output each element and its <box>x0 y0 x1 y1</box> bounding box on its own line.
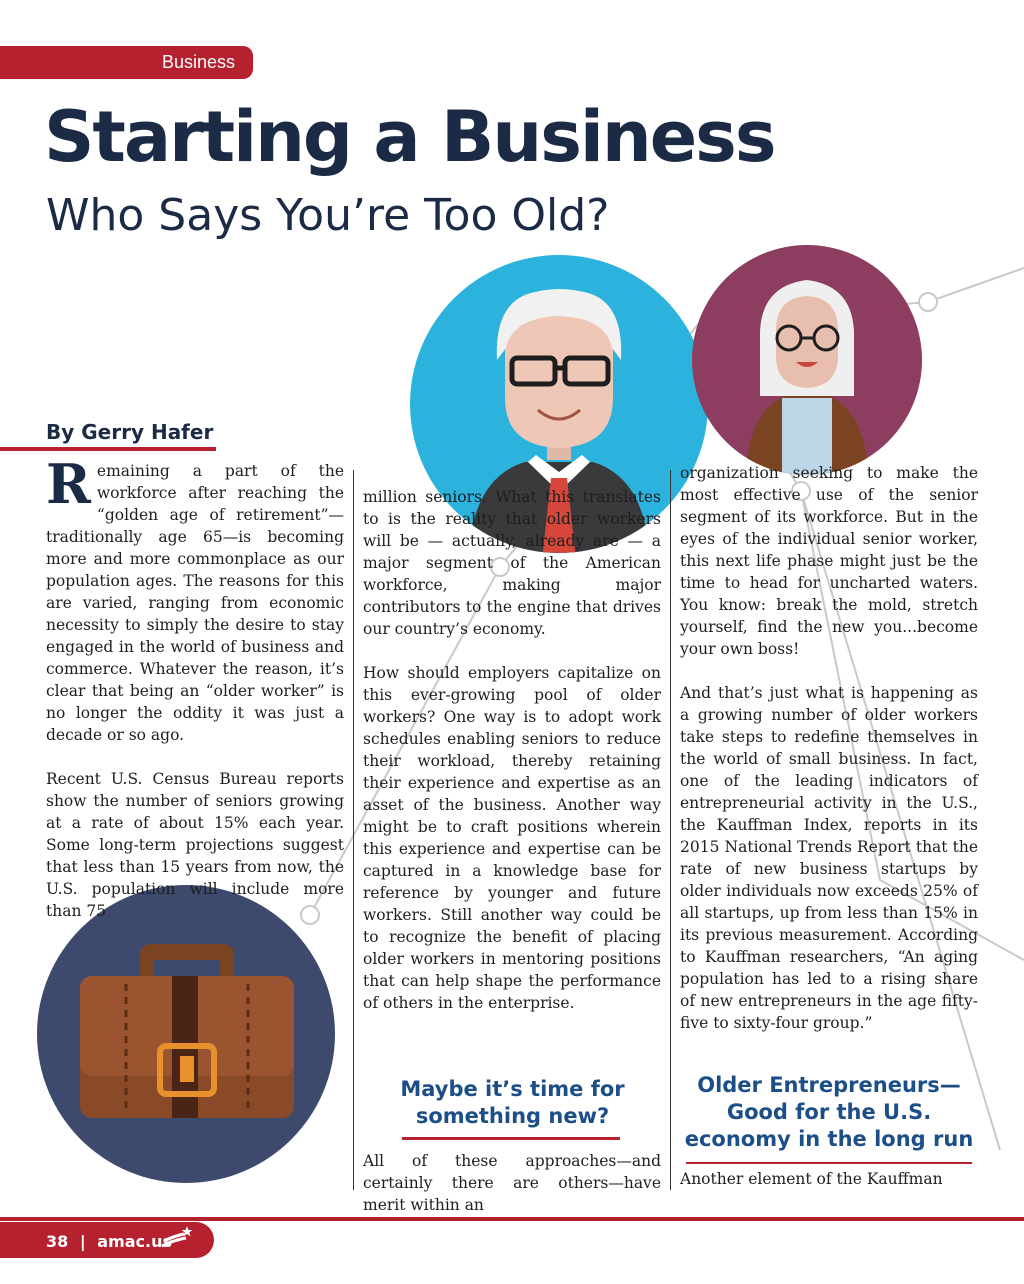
article-column-2 <box>363 486 661 1014</box>
elderly-woman-illustration <box>692 245 922 480</box>
paragraph: And that’s just what is happening as a growing number of older workers take steps to redefine themselves in the world of small business. In fact, one of the leading indicators of entrepreneurial activity in the U.S., the Kauffman Index, reports in its 2015 National Trends Report that the rate of new business startups by older individuals now exceeds 25% of all startups, up from less than 15% in its previous measurement. According to Kauffman researchers, “An aging population has led to a rising share of new entrepreneurs in the age fifty-five to sixty-four group.” <box>680 684 978 1032</box>
byline: By Gerry Hafer <box>46 420 214 444</box>
site-link[interactable]: amac.us <box>97 1232 173 1251</box>
section-tag-label: Business <box>161 52 235 72</box>
footer-text <box>46 1232 172 1251</box>
paragraph: Recent U.S. Census Bureau reports show the number of seniors growing at a rate of about 15% each year. Some long-term projections suggest that less than 15 years from now, the U.S. population will include more than 75 <box>46 770 344 920</box>
article-column-1 <box>46 452 344 922</box>
article-column-3 <box>680 462 978 1034</box>
paragraph: How should employers capitalize on this ever-growing pool of older workers? One way is to adopt work schedules enabling seniors to reduce their workload, thereby retaining their experience and expertise as an asset of the business. Another way might be to craft positions wherein this experience and expertise can be captured in a knowledge base for reference by younger and future workers. Still another way could be to recognize the benefit of placing older workers in mentoring positions that can help shape the performance of others in the enterprise. <box>363 664 661 1012</box>
paragraph: million seniors. What this translates to is the reality that older workers will be — actually, already are — a major segment of the American workforce, making major contributors to the engine that drives our country’s economy. <box>363 488 661 638</box>
section-tag <box>0 46 253 79</box>
section-subhead: Maybe it’s time for something new? <box>400 1077 625 1128</box>
byline-rule <box>0 447 216 451</box>
subhead-rule <box>686 1162 972 1164</box>
paragraph: Another element of the Kauffman <box>680 1170 943 1188</box>
article-title: Starting a Business <box>44 96 775 178</box>
paragraph: organization seeking to make the most effective use of the senior segment of its workforce. But in the eyes of the individual senior worker, this next life phase might just be the time to head for uncharted waters. You know: break the mold, stretch yourself, find the new you...become your own boss! <box>680 464 978 658</box>
briefcase-illustration <box>37 885 335 1183</box>
paragraph-text: emaining a part of the workforce after reaching the “golden age of retirement”—traditionally age 65—is becoming more and more commonplace as our population ages. The reasons for this are varied, ranging from economic necessity to simply the desire to stay engaged in the world of business and commerce. Whatever the reason, it’s clear that being an “older worker” is no longer the oddity it was just a decade or so ago. <box>46 462 344 744</box>
column-divider <box>670 470 671 1190</box>
footer-rule <box>0 1217 1024 1221</box>
subhead-rule <box>402 1137 620 1140</box>
article-subtitle: Who Says You’re Too Old? <box>46 190 610 241</box>
drop-cap: R <box>46 452 91 516</box>
section-subhead: Older Entrepreneurs— Good for the U.S. economy in the long run <box>684 1073 974 1151</box>
paragraph: All of these approaches—and certainly there are others—have merit within an <box>363 1152 661 1214</box>
amac-logo-icon <box>160 1224 194 1250</box>
column-divider <box>353 470 354 1190</box>
paragraph <box>46 452 344 746</box>
footer-separator: | <box>79 1232 86 1251</box>
page-number: 38 <box>46 1232 69 1251</box>
